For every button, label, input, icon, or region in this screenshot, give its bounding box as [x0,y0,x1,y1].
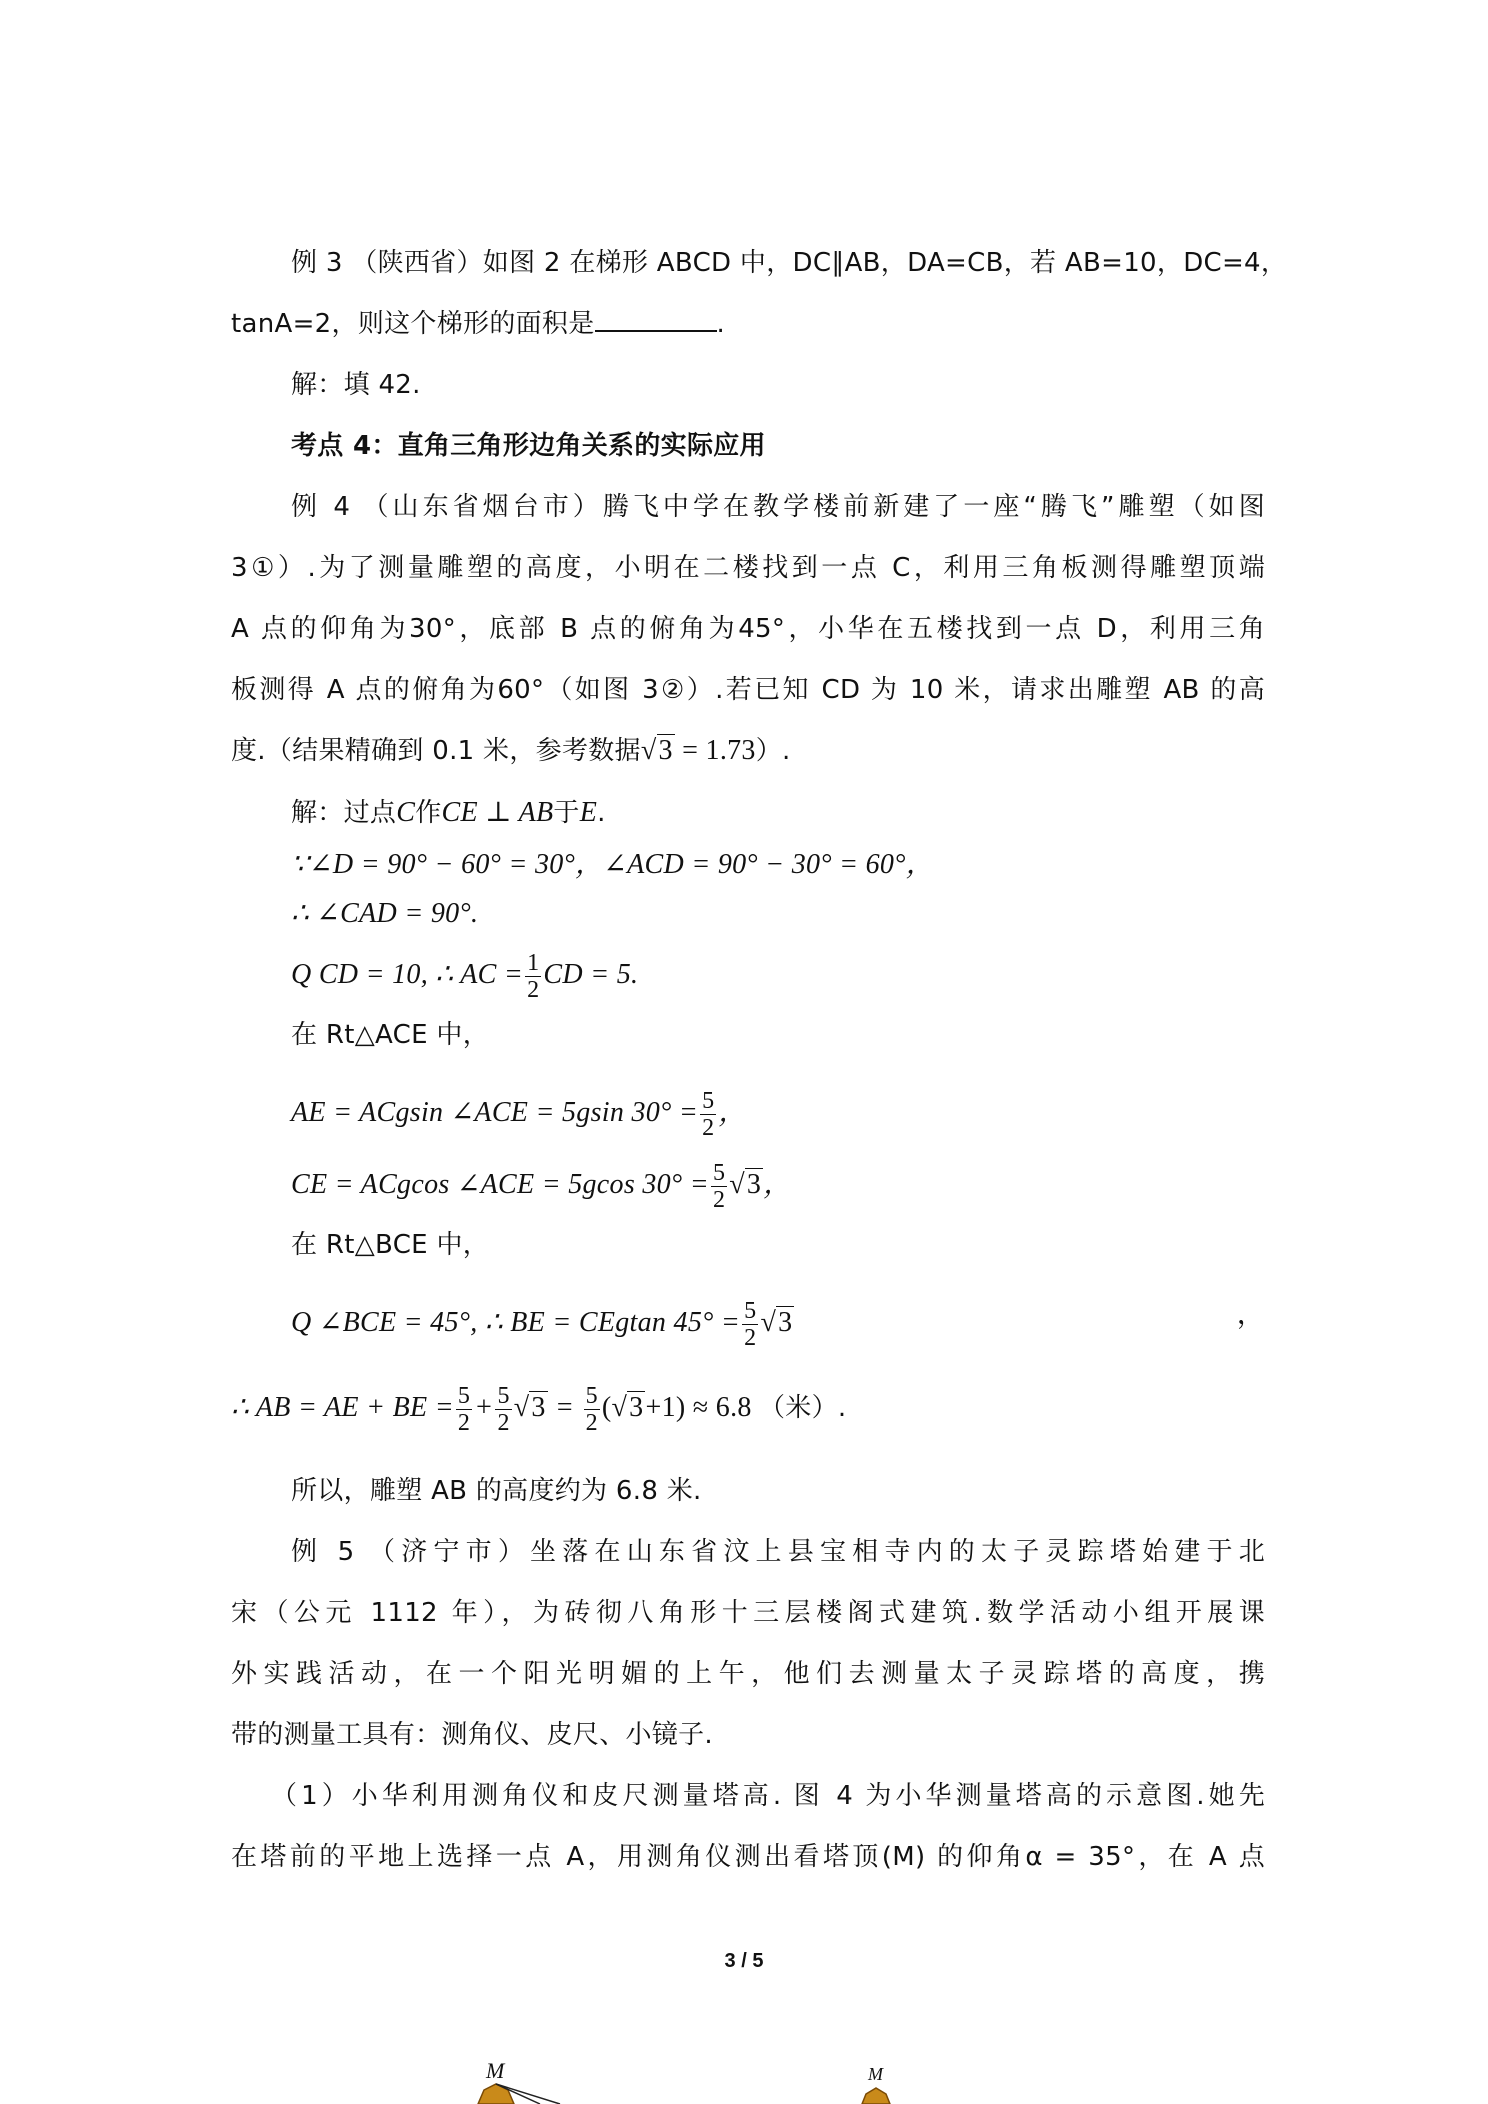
fraction-numerator: 5 [457,1383,471,1409]
fraction-numerator: 5 [744,1298,757,1324]
fraction-denominator: 2 [527,977,540,1003]
fraction-numerator: 5 [712,1160,726,1186]
section-heading-kaodian4: 考点 4：直角三角形边角关系的实际应用 [291,431,766,461]
example5-line2: 宋（公元 1112 年），为砖彻八角形十三层楼阁式建筑.数学活动小组开展课 [231,1598,1265,1628]
sqrt3: √3 [760,1306,793,1338]
tower-sketch-icons [0,2060,1488,2104]
example4-line2: 3①）.为了测量雕塑的高度，小明在二楼找到一点 C，利用三角板测得雕塑顶端 [231,553,1265,583]
fraction-five-half [456,1383,472,1436]
solution-line3: ∴ ∠CAD = 90°. [291,898,479,929]
answer-blank [595,308,717,332]
fraction-numerator: 5 [585,1383,598,1409]
solution-line6 [231,1088,1265,1141]
solution-line7-pre: CE = ACgcos ∠ACE = 5gcos 30° = [291,1168,709,1200]
point-e: E [579,797,598,828]
example4-line5-text: 度.（结果精确到 0.1 米，参考数据 [231,736,641,766]
solution-line1-pre: 解：过点 [291,798,397,828]
solution-line9-pre: Q ∠BCE = 45°, ∴ BE = CEgtan 45° = [291,1306,741,1338]
sqrt3-radicand: 3 [629,1391,644,1423]
sqrt3: √3 [611,1391,644,1423]
example3-line2-text: tanA=2，则这个梯形的面积是 [231,309,595,339]
example3-answer: 解：填 42. [291,370,421,400]
solution-line2: ∵∠D = 90° − 60° = 30°，∠ACD = 90° − 30° = 60°， [291,849,935,880]
tower-right-icon [862,2088,890,2104]
example5-part1-line2: 在塔前的平地上选择一点 A，用测角仪测出看塔顶(M) 的仰角α = 35°，在 A 点 [231,1842,1265,1872]
example5-line1: 例 5 （济宁市）坐落在山东省汶上县宝相寺内的太子灵踪塔始建于北 [291,1537,1265,1567]
tower-left-icon [478,2084,560,2104]
solution-line1-yu: 于 [553,798,580,828]
fraction-one-half [525,950,541,1003]
fraction-denominator: 2 [702,1115,715,1141]
solution-line1 [231,796,1265,830]
approx-value: +1) ≈ 6.8 [645,1391,752,1423]
figure-label-m-left: M [486,2058,505,2083]
example4-line5 [231,734,1265,768]
sqrt3-value: = 1.73 [682,735,756,766]
example3-line2-end: . [716,309,726,339]
equals-sign: = [555,1391,575,1423]
solution-line7 [231,1160,1265,1213]
example5-part1-line1: （1）小华利用测角仪和皮尺测量塔高. 图 4 为小华测量塔高的示意图.她先 [271,1781,1265,1811]
fraction-denominator: 2 [457,1410,471,1436]
fraction-five-half [495,1383,511,1436]
solution-line9-comma: ， [1236,1299,1265,1330]
sqrt3: √3 [513,1391,546,1423]
solution-line4-pre: Q CD = 10, ∴ AC = [291,958,524,990]
solution-line10-pre: ∴ AB = AE + BE = [231,1391,454,1423]
solution-line5: 在 Rt△ACE 中， [291,1020,489,1050]
solution-line6-pre: AE = ACgsin ∠ACE = 5gsin 30° = [291,1096,699,1128]
plus-sign: + [474,1391,494,1423]
solution-conclusion: 所以，雕塑 AB 的高度约为 6.8 米. [291,1476,702,1506]
example4-line1: 例 4 （山东省烟台市）腾飞中学在教学楼前新建了一座“腾飞”雕塑（如图 [291,492,1265,522]
solution-line1-end: . [597,798,606,828]
fraction-denominator: 2 [712,1187,726,1213]
example5-line3: 外实践活动，在一个阳光明媚的上午，他们去测量太子灵踪塔的高度，携 [231,1659,1265,1689]
solution-line4 [231,950,1265,1003]
figure-label-m-right: M [868,2064,883,2084]
fraction-five-half [711,1160,727,1213]
unit-meters: （米）. [758,1392,847,1423]
example3-line1: 例 3 （陕西省）如图 2 在梯形 ABCD 中，DC∥AB，DA=CB，若 AB=10，DC=4， [291,248,1288,278]
solution-line6-post: ， [718,1096,747,1128]
solution-line10: ∴ AB = AE + BE = $\frac{5}{2}$ + $\frac{5}{2}$ √3 = $\frac{5}{2}$ (√3+1) ≈ 6.8 （米）. [231,1383,847,1436]
solution-line4-post: CD = 5. [543,958,639,990]
fraction-denominator: 2 [585,1410,598,1436]
fraction-five-half [700,1088,716,1141]
ce-perp-ab: CE ⊥ AB [441,797,554,828]
example4-line3: A 点的仰角为30°，底部 B 点的俯角为45°，小华在五楼找到一点 D，利用三角 [231,614,1265,644]
figure-4-partial [0,2060,1488,2104]
example3-line2 [231,307,1265,341]
fraction-five-half [742,1298,758,1351]
solution-line8: 在 Rt△BCE 中， [291,1230,490,1260]
fraction-five-half [584,1383,600,1436]
sqrt3-expression: √3 = 1.73 [640,735,756,766]
fraction-denominator: 2 [744,1325,757,1351]
sqrt3-radicand: 3 [658,735,673,766]
sqrt3-radicand: 3 [531,1391,546,1423]
sqrt3-radicand: 3 [778,1306,793,1338]
sqrt3: √3 [729,1168,762,1200]
sqrt3-radicand: 3 [746,1168,762,1200]
page-number: 3 / 5 [724,1950,764,1972]
example4-line5-end: ）. [755,736,791,766]
solution-line7-post: ， [763,1168,792,1200]
solution-line1-zuo: 作 [415,798,442,828]
fraction-denominator: 2 [497,1410,510,1436]
point-c: C [396,797,416,828]
example5-line4: 带的测量工具有：测角仪、皮尺、小镜子. [231,1720,713,1750]
fraction-numerator: 5 [702,1088,715,1114]
solution-line9 [231,1298,1265,1351]
fraction-numerator: 1 [527,950,540,976]
fraction-numerator: 5 [497,1383,510,1409]
example4-line4: 板测得 A 点的俯角为60°（如图 3②）.若已知 CD 为 10 米，请求出雕塑 AB 的高 [231,675,1265,705]
